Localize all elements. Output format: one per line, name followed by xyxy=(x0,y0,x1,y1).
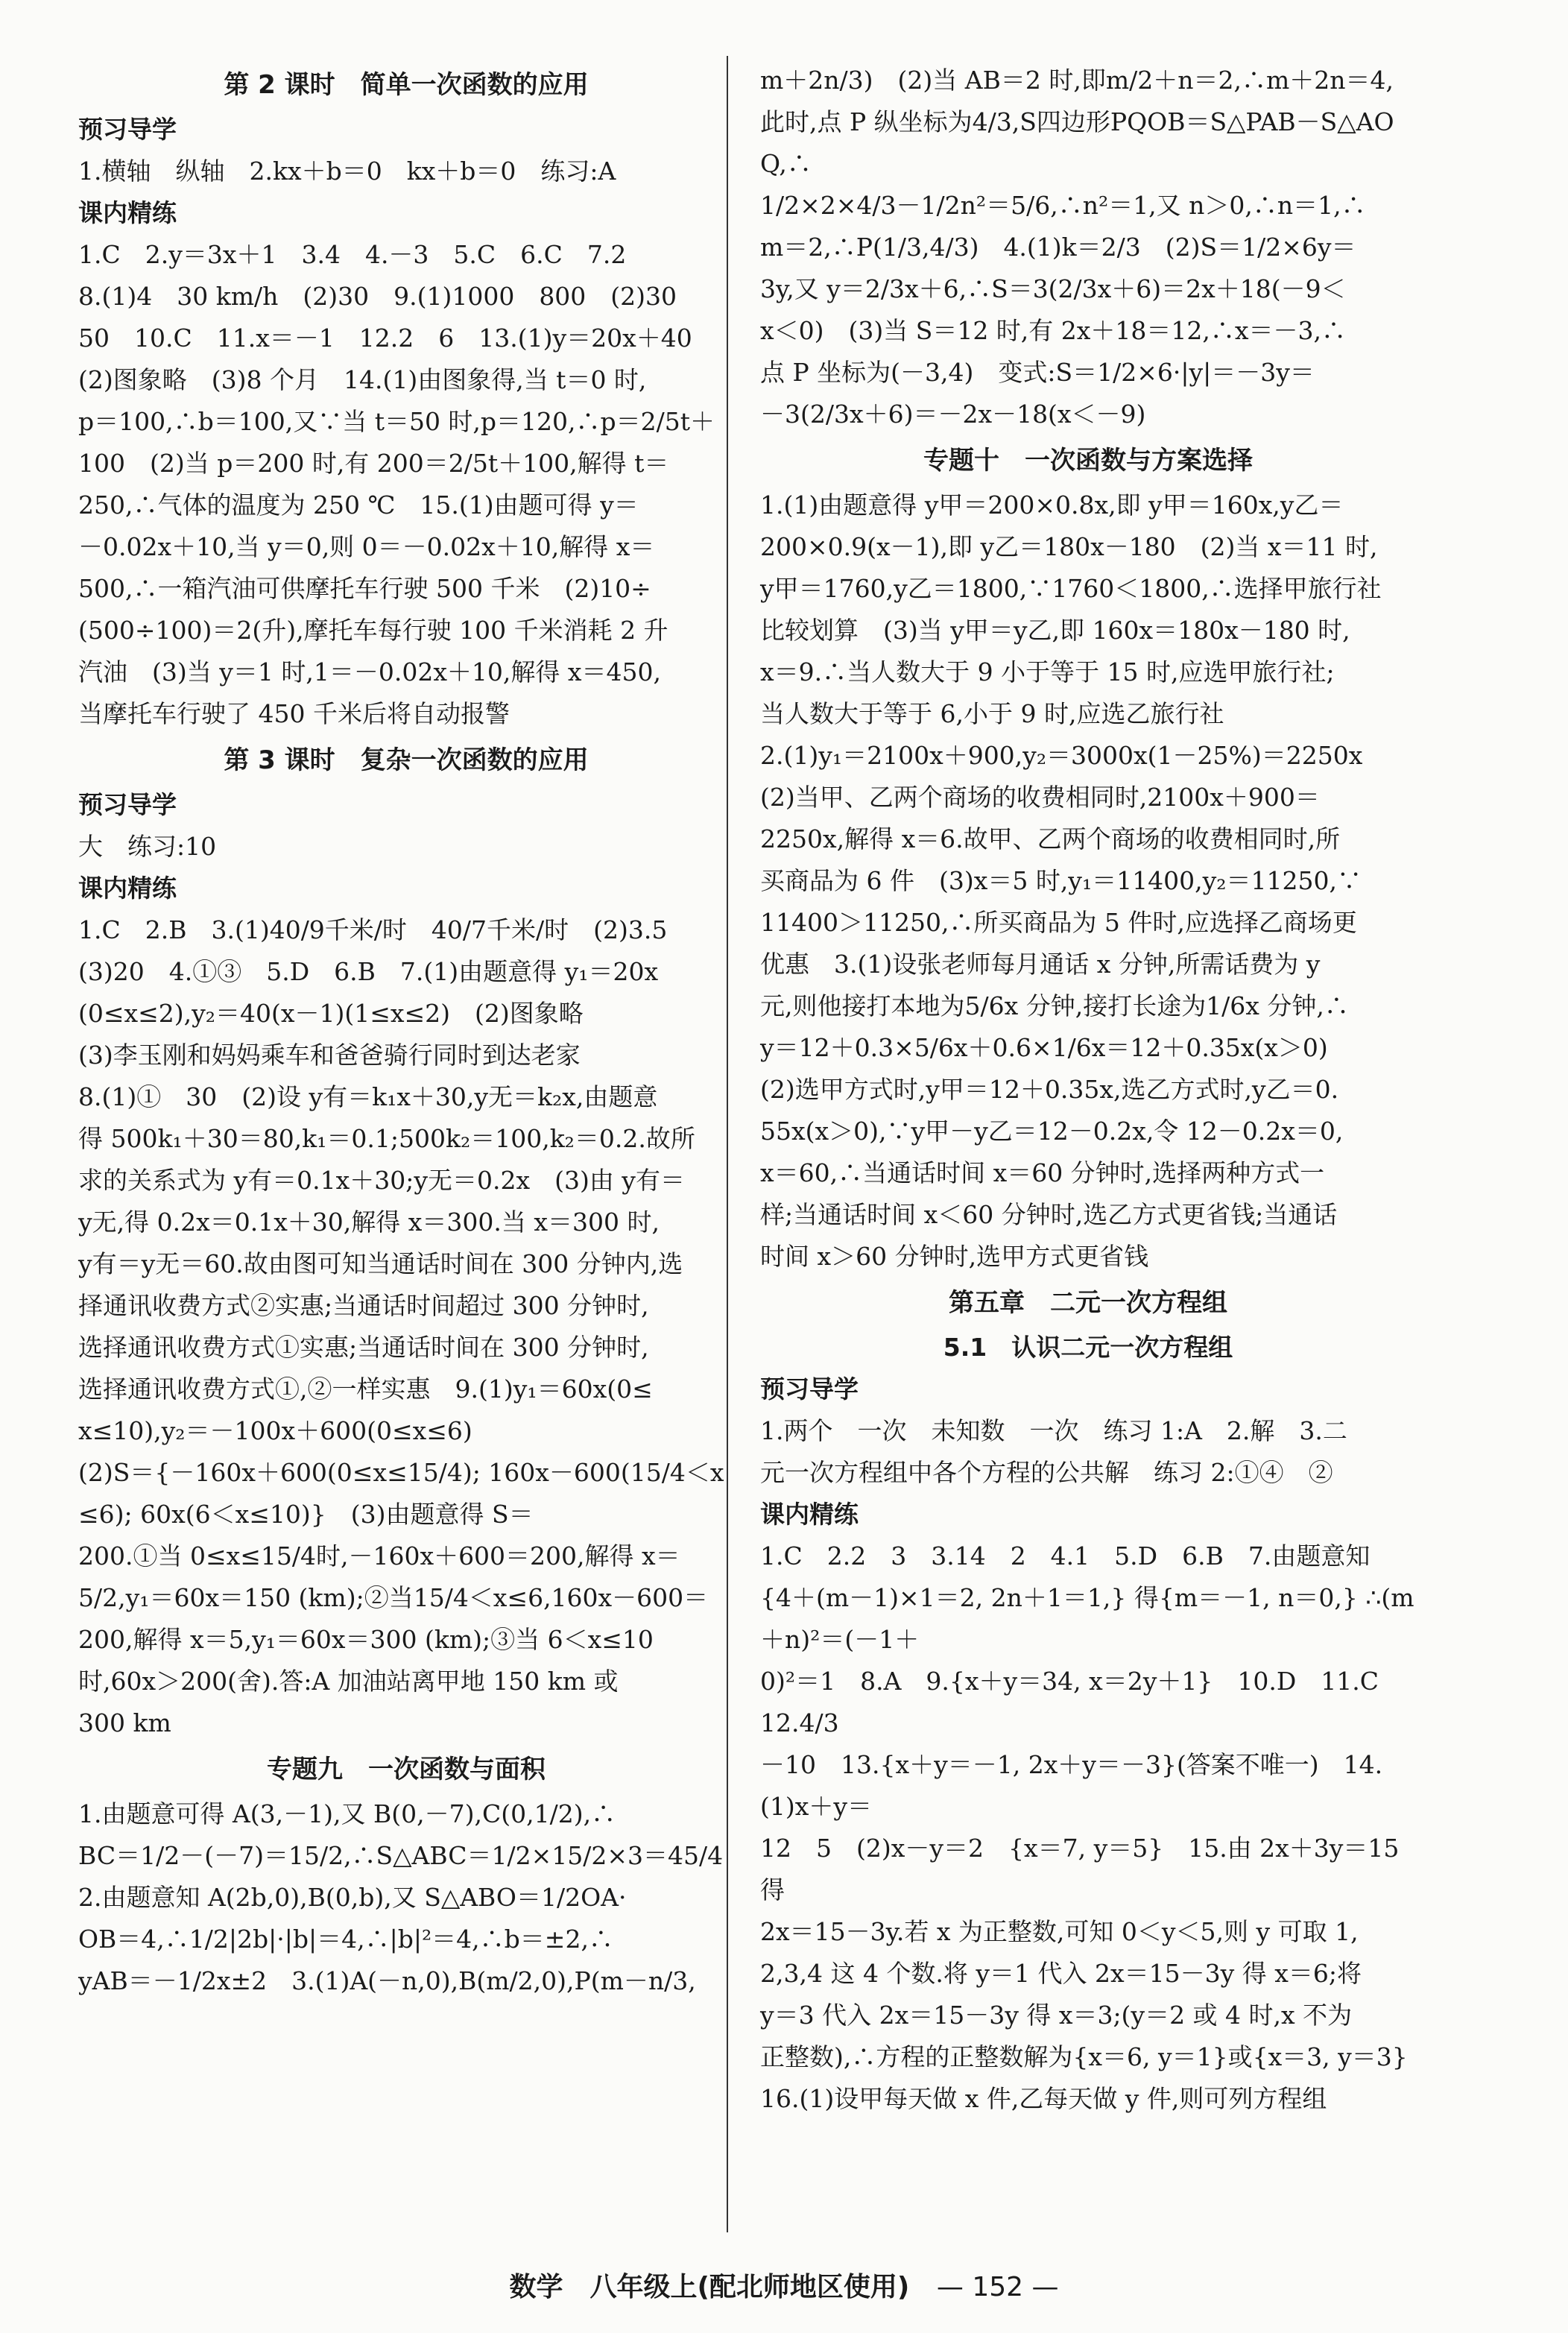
answer-line: 1.C 2.2 3 3.14 2 4.1 5.D 6.B 7.由题意知 xyxy=(760,1541,1371,1570)
preview-header: 预习导学 xyxy=(78,115,177,144)
footer-label: 数学 八年级上(配北师地区使用) xyxy=(509,2272,910,2302)
answer-line: 55x(x＞0),∵y甲－y乙＝12－0.2x,令 12－0.2x＝0, xyxy=(760,1117,1344,1146)
answer-line: (3)20 4.①③ 5.D 6.B 7.(1)由题意得 y₁＝20x xyxy=(78,957,659,986)
answer-line: 大 练习:10 xyxy=(78,832,217,861)
answer-line: 2,3,4 这 4 个数.将 y＝1 代入 2x＝15－3y 得 x＝6;将 xyxy=(760,1959,1362,1988)
answer-line: 比较划算 (3)当 y甲＝y乙,即 160x＝180x－180 时, xyxy=(760,616,1350,645)
answer-line: m＋2n/3) (2)当 AB＝2 时,即m/2＋n＝2,∴m＋2n＝4, xyxy=(760,66,1394,95)
answer-line: 1.由题意可得 A(3,－1),又 B(0,－7),C(0,1/2),∴ xyxy=(78,1799,616,1828)
answer-line: (500÷100)＝2(升),摩托车每行驶 100 千米消耗 2 升 xyxy=(78,616,668,645)
answer-line: (2)图象略 (3)8 个月 14.(1)由图象得,当 t＝0 时, xyxy=(78,365,647,394)
section-title-lesson2: 第 2 课时 简单一次函数的应用 xyxy=(224,70,589,100)
answer-line: 1.(1)由题意得 y甲＝200×0.8x,即 y甲＝160x,y乙＝ xyxy=(760,490,1344,520)
section-title-lesson3: 第 3 课时 复杂一次函数的应用 xyxy=(224,745,589,775)
section-subtitle: 5.1 认识二元一次方程组 xyxy=(943,1333,1233,1362)
practice-header: 课内精练 xyxy=(78,198,177,227)
answer-line: 1.横轴 纵轴 2.kx＋b＝0 kx＋b＝0 练习:A xyxy=(78,157,616,186)
answer-line: 当人数大于等于 6,小于 9 时,应选乙旅行社 xyxy=(760,699,1224,728)
answer-line: －3(2/3x＋6)＝－2x－18(x＜－9) xyxy=(760,400,1146,429)
answer-line: 1.两个 一次 未知数 一次 练习 1:A 2.解 3.二 xyxy=(760,1416,1347,1445)
answer-line: 250,∴气体的温度为 250 ℃ 15.(1)由题可得 y＝ xyxy=(78,490,639,520)
answer-line: m＝2,∴P(1/3,4/3) 4.(1)k＝2/3 (2)S＝1/2×6y＝ xyxy=(760,233,1356,262)
answer-line: 11400＞11250,∴所买商品为 5 件时,应选择乙商场更 xyxy=(760,908,1357,937)
answer-line: (2)选甲方式时,y甲＝12＋0.35x,选乙方式时,y乙＝0. xyxy=(760,1075,1339,1104)
answer-line: (2)当甲、乙两个商场的收费相同时,2100x＋900＝ xyxy=(760,783,1320,812)
answer-line: (3)李玉刚和妈妈乘车和爸爸骑行同时到达老家 xyxy=(78,1041,581,1070)
right-column xyxy=(760,60,1416,2120)
answer-line: 2.由题意知 A(2b,0),B(0,b),又 S△ABO＝1/2OA· xyxy=(78,1883,627,1912)
answer-line: 正整数),∴方程的正整数解为{x＝6, y＝1}或{x＝3, y＝3} xyxy=(760,2042,1408,2071)
answer-line: 500,∴一箱汽油可供摩托车行驶 500 千米 (2)10÷ xyxy=(78,574,651,603)
answer-line: y＝12＋0.3×5/6x＋0.6×1/6x＝12＋0.35x(x＞0) xyxy=(760,1033,1328,1062)
answer-line: 选择通讯收费方式①,②一样实惠 9.(1)y₁＝60x(0≤ xyxy=(78,1374,653,1404)
answer-line: x≤10),y₂＝－100x＋600(0≤x≤6) xyxy=(78,1416,472,1445)
answer-line: 200,解得 x＝5,y₁＝60x＝300 (km);③当 6＜x≤10 xyxy=(78,1625,654,1654)
answer-line: y有＝y无＝60.故由图可知当通话时间在 300 分钟内,选 xyxy=(78,1249,683,1278)
page-number: — 152 — xyxy=(936,2272,1059,2302)
answer-line: 汽油 (3)当 y＝1 时,1＝－0.02x＋10,解得 x＝450, xyxy=(78,657,661,686)
answer-line: y甲＝1760,y乙＝1800,∵1760＜1800,∴选择甲旅行社 xyxy=(760,574,1382,603)
answer-line: BC＝1/2－(－7)＝15/2,∴S△ABC＝1/2×15/2×3＝45/4 xyxy=(78,1841,724,1870)
answer-line: {4＋(m－1)×1＝2, 2n＋1＝1,} 得{m＝－1, n＝0,} ∴(m＋n)²＝(－1＋ xyxy=(760,1583,1414,1654)
answer-line: x＝60,∴当通话时间 x＝60 分钟时,选择两种方式一 xyxy=(760,1158,1325,1187)
answer-line: 12 5 (2)x－y＝2 {x＝7, y＝5} 15.由 2x＋3y＝15 得 xyxy=(760,1834,1400,1904)
answer-line: 2250x,解得 x＝6.故甲、乙两个商场的收费相同时,所 xyxy=(760,824,1341,853)
answer-line: 1.C 2.B 3.(1)40/9千米/时 40/7千米/时 (2)3.5 xyxy=(78,915,668,944)
answer-line: 选择通讯收费方式①实惠;当通话时间在 300 分钟时, xyxy=(78,1333,649,1362)
section-title-topic10: 专题十 一次函数与方案选择 xyxy=(923,446,1253,476)
answer-line: 元一次方程组中各个方程的公共解 练习 2:①④ ② xyxy=(760,1458,1333,1487)
answer-line: 求的关系式为 y有＝0.1x＋30;y无＝0.2x (3)由 y有＝ xyxy=(78,1166,685,1195)
answer-line: (0≤x≤2),y₂＝40(x－1)(1≤x≤2) (2)图象略 xyxy=(78,999,584,1028)
answer-line: p＝100,∴b＝100,又∵当 t＝50 时,p＝120,∴p＝2/5t＋ xyxy=(78,407,715,436)
answer-line: 5/2,y₁＝60x＝150 (km);②当15/4＜x≤6,160x－600＝ xyxy=(78,1583,709,1612)
practice-header: 课内精练 xyxy=(78,874,177,903)
answer-line: 0)²＝1 8.A 9.{x＋y＝34, x＝2y＋1} 10.D 11.C 12.4/3 xyxy=(760,1667,1404,1737)
section-title-topic9: 专题九 一次函数与面积 xyxy=(267,1755,546,1784)
answer-line: 50 10.C 11.x＝－1 12.2 6 13.(1)y＝20x＋40 xyxy=(78,323,692,353)
left-column xyxy=(78,60,734,2002)
practice-header: 课内精练 xyxy=(760,1500,859,1529)
answer-line: 样;当通话时间 x＜60 分钟时,选乙方式更省钱;当通话 xyxy=(760,1200,1338,1229)
chapter-title: 第五章 二元一次方程组 xyxy=(949,1288,1227,1318)
page-footer xyxy=(0,2266,1568,2304)
answer-line: 8.(1)① 30 (2)设 y有＝k₁x＋30,y无＝k₂x,由题意 xyxy=(78,1082,658,1111)
preview-header: 预习导学 xyxy=(78,790,177,819)
answer-line: 买商品为 6 件 (3)x＝5 时,y₁＝11400,y₂＝11250,∵ xyxy=(760,866,1362,895)
answer-line: －0.02x＋10,当 y＝0,则 0＝－0.02x＋10,解得 x＝ xyxy=(78,532,655,561)
answer-line: 优惠 3.(1)设张老师每月通话 x 分钟,所需话费为 y xyxy=(760,950,1321,979)
answer-line: 1/2×2×4/3－1/2n²＝5/6,∴n²＝1,又 n＞0,∴n＝1,∴ xyxy=(760,191,1366,220)
answer-line: yAB＝－1/2x±2 3.(1)A(－n,0),B(m/2,0),P(m－n/3, xyxy=(78,1966,696,1995)
answer-line: －10 13.{x＋y＝－1, 2x＋y＝－3}(答案不唯一) 14.(1)x＋y＝ xyxy=(760,1750,1383,1821)
answer-line: x＜0) (3)当 S＝12 时,有 2x＋18＝12,∴x＝－3,∴ xyxy=(760,316,1346,345)
piecewise-line: (2)S＝{－160x＋600(0≤x≤15/4); 160x－600(15/4＜x≤6); 60x(6＜x≤10)} (3)由题意得 S＝ xyxy=(78,1458,724,1529)
answer-line: OB＝4,∴1/2|2b|·|b|＝4,∴|b|²＝4,∴b＝±2,∴ xyxy=(78,1925,613,1954)
answer-line: 当摩托车行驶了 450 千米后将自动报警 xyxy=(78,699,510,728)
answer-line: 元,则他接打本地为5/6x 分钟,接打长途为1/6x 分钟,∴ xyxy=(760,991,1349,1020)
answer-line: 择通讯收费方式②实惠;当通话时间超过 300 分钟时, xyxy=(78,1291,649,1320)
answer-line: 200.①当 0≤x≤15/4时,－160x＋600＝200,解得 x＝ xyxy=(78,1541,680,1570)
answer-line: 此时,点 P 纵坐标为4/3,S四边形PQOB＝S△PAB－S△AOQ,∴ xyxy=(760,107,1394,178)
answer-line: 16.(1)设甲每天做 x 件,乙每天做 y 件,则可列方程组 xyxy=(760,2084,1327,2113)
preview-header: 预习导学 xyxy=(760,1374,859,1404)
answer-line: y无,得 0.2x＝0.1x＋30,解得 x＝300.当 x＝300 时, xyxy=(78,1207,660,1237)
answer-line: 3y,又 y＝2/3x＋6,∴S＝3(2/3x＋6)＝2x＋18(－9＜ xyxy=(760,274,1346,303)
answer-line: 200×0.9(x－1),即 y乙＝180x－180 (2)当 x＝11 时, xyxy=(760,532,1378,561)
answer-line: 100 (2)当 p＝200 时,有 200＝2/5t＋100,解得 t＝ xyxy=(78,449,669,478)
answer-line: 时间 x＞60 分钟时,选甲方式更省钱 xyxy=(760,1242,1149,1271)
answer-line: 300 km xyxy=(78,1708,171,1737)
answer-line: 得 500k₁＋30＝80,k₁＝0.1;500k₂＝100,k₂＝0.2.故所 xyxy=(78,1124,695,1153)
answer-line: 时,60x＞200(舍).答:A 加油站离甲地 150 km 或 xyxy=(78,1667,619,1696)
answer-line: 1.C 2.y＝3x＋1 3.4 4.－3 5.C 6.C 7.2 xyxy=(78,240,627,269)
answer-line: 2x＝15－3y.若 x 为正整数,可知 0＜y＜5,则 y 可取 1, xyxy=(760,1917,1359,1946)
answer-line: 2.(1)y₁＝2100x＋900,y₂＝3000x(1－25%)＝2250x xyxy=(760,741,1363,770)
answer-line: x＝9.∴当人数大于 9 小于等于 15 时,应选甲旅行社; xyxy=(760,657,1335,686)
answer-line: y＝3 代入 2x＝15－3y 得 x＝3;(y＝2 或 4 时,x 不为 xyxy=(760,2001,1353,2030)
answer-line: 8.(1)4 30 km/h (2)30 9.(1)1000 800 (2)30 xyxy=(78,282,677,311)
answer-line: 点 P 坐标为(－3,4) 变式:S＝1/2×6·|y|＝－3y＝ xyxy=(760,358,1315,387)
